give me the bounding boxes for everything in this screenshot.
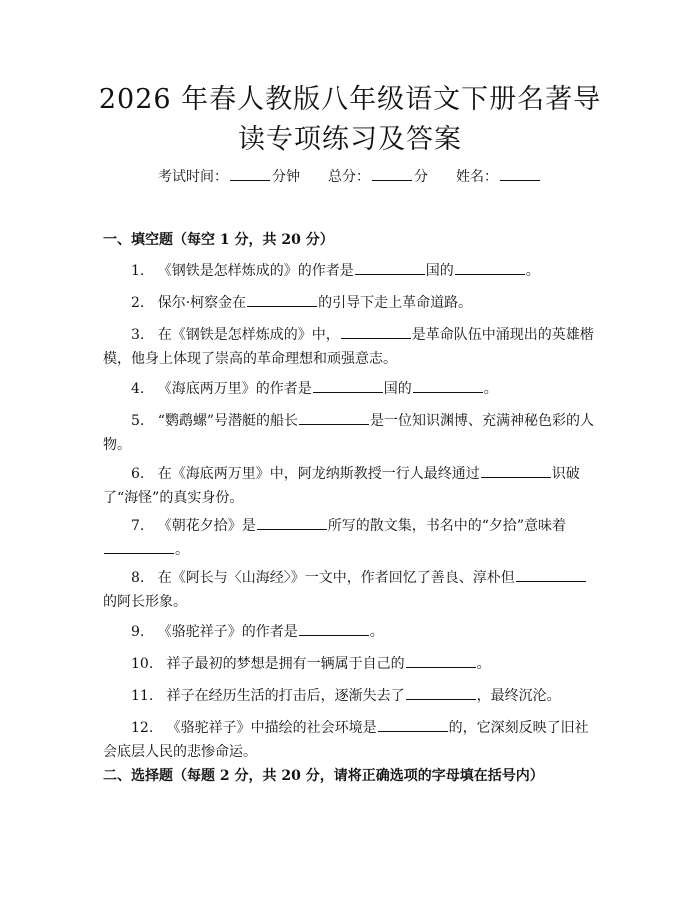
- question-4: [103, 377, 600, 401]
- document-title: 2026 年春人教版八年级语文下册名著导读专项练习及答案: [98, 84, 602, 155]
- question-12: [103, 716, 600, 764]
- score-label: 总分：: [328, 169, 370, 185]
- question-text: 《朝花夕拾》是: [157, 518, 256, 534]
- answer-blank[interactable]: [406, 653, 476, 668]
- question-8: [103, 566, 600, 614]
- question-text: 《钢铁是怎样炼成的》的作者是: [157, 263, 354, 279]
- question-text: 的阿长形象。: [103, 594, 187, 610]
- answer-blank[interactable]: [104, 539, 174, 554]
- question-number: 11.: [131, 688, 154, 704]
- question-number: 12.: [131, 720, 154, 736]
- section-2-title: 二、选择题（每题 2 分，共 20 分，请将正确选项的字母填在括号内）: [103, 768, 544, 784]
- question-10: [103, 652, 600, 676]
- question-text: 的引导下走上革命道路。: [318, 295, 473, 311]
- question-text: 保尔·柯察金在: [157, 295, 247, 311]
- question-text: 祥子在经历生活的打击后，逐渐失去了: [166, 688, 405, 704]
- answer-blank[interactable]: [355, 260, 425, 275]
- question-text: 《骆驼祥子》的作者是: [157, 624, 298, 640]
- section-1-title: 一、填空题（每空 1 分，共 20 分）: [103, 232, 334, 248]
- score-unit: 分: [414, 169, 428, 185]
- answer-blank[interactable]: [341, 324, 411, 339]
- question-text: 。: [483, 381, 498, 397]
- question-text: 识破了“海怪”的真实身份。: [103, 466, 580, 506]
- exam-info: [0, 166, 700, 188]
- question-number: 5.: [131, 413, 145, 429]
- name-label: 姓名：: [456, 169, 498, 185]
- question-7: [103, 514, 600, 562]
- question-number: 9.: [131, 624, 145, 640]
- answer-blank[interactable]: [413, 378, 483, 393]
- question-9: [103, 620, 600, 644]
- question-11: [103, 684, 600, 708]
- time-unit: 分钟: [272, 169, 300, 185]
- question-text: 在《阿长与〈山海经〉》一文中，作者回忆了善良、淳朴但: [157, 570, 515, 586]
- question-number: 4.: [131, 381, 145, 397]
- question-text: 是革命队伍中涌现出的英雄楷模，他身上体现了崇高的革命理想和顽强意志。: [103, 327, 594, 367]
- name-blank[interactable]: [500, 166, 540, 181]
- question-text: 国的: [383, 381, 412, 397]
- question-number: 7.: [131, 518, 145, 534]
- answer-blank[interactable]: [406, 685, 476, 700]
- question-5: [103, 409, 600, 457]
- question-text: 。: [369, 624, 384, 640]
- question-text: 是一位知识渊博、充满神秘色彩的人物。: [103, 413, 595, 453]
- question-number: 10.: [131, 656, 154, 672]
- question-text: 在《钢铁是怎样炼成的》中，: [157, 327, 340, 343]
- question-text: 《海底两万里》的作者是: [157, 381, 312, 397]
- question-3: [103, 323, 600, 371]
- answer-blank[interactable]: [247, 292, 317, 307]
- answer-blank[interactable]: [481, 463, 551, 478]
- question-text: 。: [175, 542, 189, 558]
- score-blank[interactable]: [372, 166, 412, 181]
- time-label: 考试时间：: [158, 169, 228, 185]
- question-text: 。: [476, 656, 491, 672]
- question-text: 的，它深刻反映了旧社会底层人民的悲惨命运。: [103, 720, 589, 760]
- question-text: 所写的散文集，书名中的“夕拾”意味着: [327, 518, 567, 534]
- question-1: [103, 259, 600, 283]
- question-text: 国的: [425, 263, 454, 279]
- question-text: ，最终沉沦。: [476, 688, 561, 704]
- question-number: 6.: [131, 466, 145, 482]
- question-6: [103, 462, 600, 510]
- answer-blank[interactable]: [455, 260, 525, 275]
- question-text: 。: [525, 263, 540, 279]
- answer-blank[interactable]: [378, 717, 448, 732]
- answer-blank[interactable]: [257, 515, 327, 530]
- answer-blank[interactable]: [299, 410, 369, 425]
- question-text: 在《海底两万里》中，阿龙纳斯教授一行人最终通过: [157, 466, 480, 482]
- question-number: 2.: [131, 295, 145, 311]
- answer-blank[interactable]: [313, 378, 383, 393]
- answer-blank[interactable]: [516, 567, 586, 582]
- question-2: [103, 291, 600, 315]
- question-text: 祥子最初的梦想是拥有一辆属于自己的: [166, 656, 405, 672]
- question-number: 8.: [131, 570, 145, 586]
- question-text: 《骆驼祥子》中描绘的社会环境是: [166, 720, 377, 736]
- time-blank[interactable]: [230, 166, 270, 181]
- question-number: 3.: [131, 327, 145, 343]
- question-text: “鹦鹉螺”号潜艇的船长: [157, 413, 299, 429]
- question-number: 1.: [131, 263, 145, 279]
- answer-blank[interactable]: [299, 621, 369, 636]
